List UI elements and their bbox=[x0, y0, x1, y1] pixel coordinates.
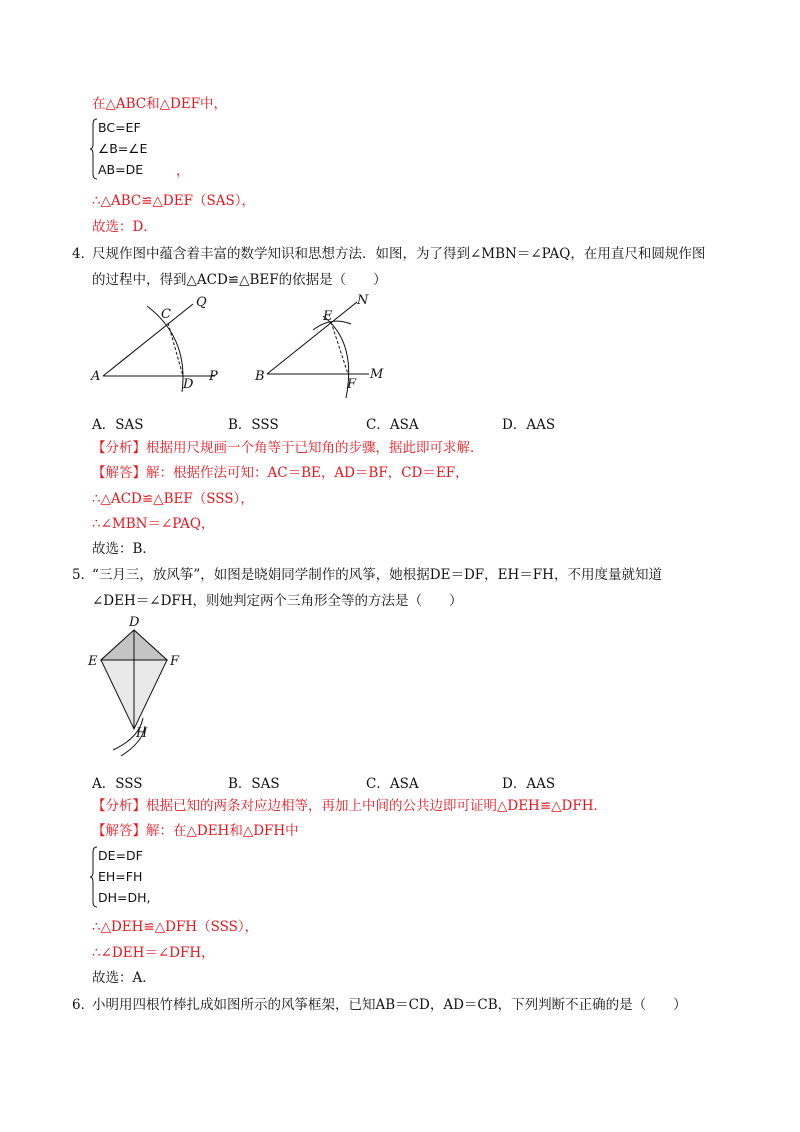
brace-icon bbox=[90, 118, 98, 180]
q4-figure bbox=[85, 288, 405, 400]
q5-equation-system bbox=[90, 846, 180, 908]
label-f: F bbox=[170, 654, 180, 669]
q4-stem-line-1: 尺规作图中蕴含着丰富的数学知识和思想方法．如图，为了得到∠MBN＝∠PAQ，在用直尺和圆规作图 bbox=[92, 246, 706, 262]
q3-conclusion: ∴△ABC≌△DEF（SAS）， bbox=[92, 193, 255, 209]
label-a: A bbox=[91, 369, 101, 384]
q5-kite-figure bbox=[85, 612, 195, 762]
q3-system-line-3: AB=DE bbox=[98, 162, 144, 177]
q5-analysis: 【分析】根据已知的两条对应边相等，再加上中间的公共边即可证明△DEH≌△DFH． bbox=[92, 798, 607, 814]
label-b: B bbox=[255, 369, 265, 384]
label-d: D bbox=[129, 615, 140, 630]
q5-solution-intro: 【解答】解：在△DEH和△DFH中 bbox=[92, 823, 299, 839]
q5-conclusion-line-1: ∴△DEH≌△DFH（SSS）， bbox=[92, 919, 259, 935]
brace-icon bbox=[90, 846, 98, 908]
q5-answer: 故选：A． bbox=[92, 970, 156, 986]
q5-number: 5． bbox=[72, 567, 95, 583]
q3-system-line-2: ∠B=∠E bbox=[98, 141, 148, 156]
q4-number: 4． bbox=[72, 246, 95, 262]
q5-option-d: D．AAS bbox=[502, 776, 556, 792]
q3-system-trail: ， bbox=[176, 163, 190, 179]
label-n: N bbox=[357, 293, 369, 308]
q5-option-c: C．ASA bbox=[366, 776, 419, 792]
label-e: E bbox=[88, 654, 98, 669]
q4-solution-line-2: ∴△ACD≌△BEF（SSS）， bbox=[92, 491, 254, 507]
q5-system-line-3: DH=DH, bbox=[98, 890, 151, 905]
q4-option-c: C．ASA bbox=[366, 417, 419, 433]
q4-answer: 故选：B． bbox=[92, 541, 156, 557]
q5-option-a: A．SSS bbox=[92, 776, 143, 792]
q4-option-d: D．AAS bbox=[502, 417, 556, 433]
q6-number: 6． bbox=[72, 997, 95, 1013]
q3-equation-system bbox=[90, 118, 180, 180]
q5-stem-line-2: ∠DEH＝∠DFH，则她判定两个三角形全等的方法是（ ） bbox=[92, 593, 463, 609]
ray-aq bbox=[103, 304, 193, 376]
q5-conclusion-line-2: ∴∠DEH＝∠DFH， bbox=[92, 945, 215, 961]
label-e: E bbox=[323, 309, 333, 324]
q5-stem-line-1: “三月三，放风筝”，如图是晓娟同学制作的风筝，她根据DE＝DF，EH＝FH，不用度量就知道 bbox=[92, 567, 662, 583]
q5-system-line-2: EH=FH bbox=[98, 869, 143, 884]
q4-option-a: A．SAS bbox=[92, 417, 144, 433]
compass-arc bbox=[323, 316, 349, 398]
label-h: H bbox=[136, 726, 148, 741]
q3-answer: 故选：D． bbox=[92, 219, 157, 235]
q4-solution-line-1: 【解答】解：根据作法可知：AC＝BE，AD＝BF，CD＝EF， bbox=[92, 465, 469, 481]
label-p: P bbox=[209, 369, 218, 384]
q6-stem-line-1: 小明用四根竹棒扎成如图所示的风筝框架，已知AB＝CD，AD＝CB，下列判断不正确的是（ ） bbox=[92, 997, 687, 1013]
q5-system-line-1: DE=DF bbox=[98, 848, 143, 863]
label-f: F bbox=[347, 377, 357, 392]
q4-solution-line-3: ∴∠MBN＝∠PAQ， bbox=[92, 516, 215, 532]
q5-option-b: B．SAS bbox=[228, 776, 280, 792]
label-q: Q bbox=[196, 295, 207, 310]
q3-intro: 在△ABC和△DEF中， bbox=[92, 96, 228, 112]
q4-analysis: 【分析】根据用尺规画一个角等于已知角的步骤，据此即可求解． bbox=[92, 440, 484, 456]
q3-system-line-1: BC=EF bbox=[98, 120, 141, 135]
label-c: C bbox=[161, 307, 171, 322]
ray-bn bbox=[267, 302, 357, 374]
q4-option-b: B．SSS bbox=[228, 417, 279, 433]
label-m: M bbox=[370, 367, 384, 382]
label-d: D bbox=[183, 377, 194, 392]
q4-stem-line-2: 的过程中，得到△ACD≌△BEF的依据是（ ） bbox=[92, 272, 387, 288]
